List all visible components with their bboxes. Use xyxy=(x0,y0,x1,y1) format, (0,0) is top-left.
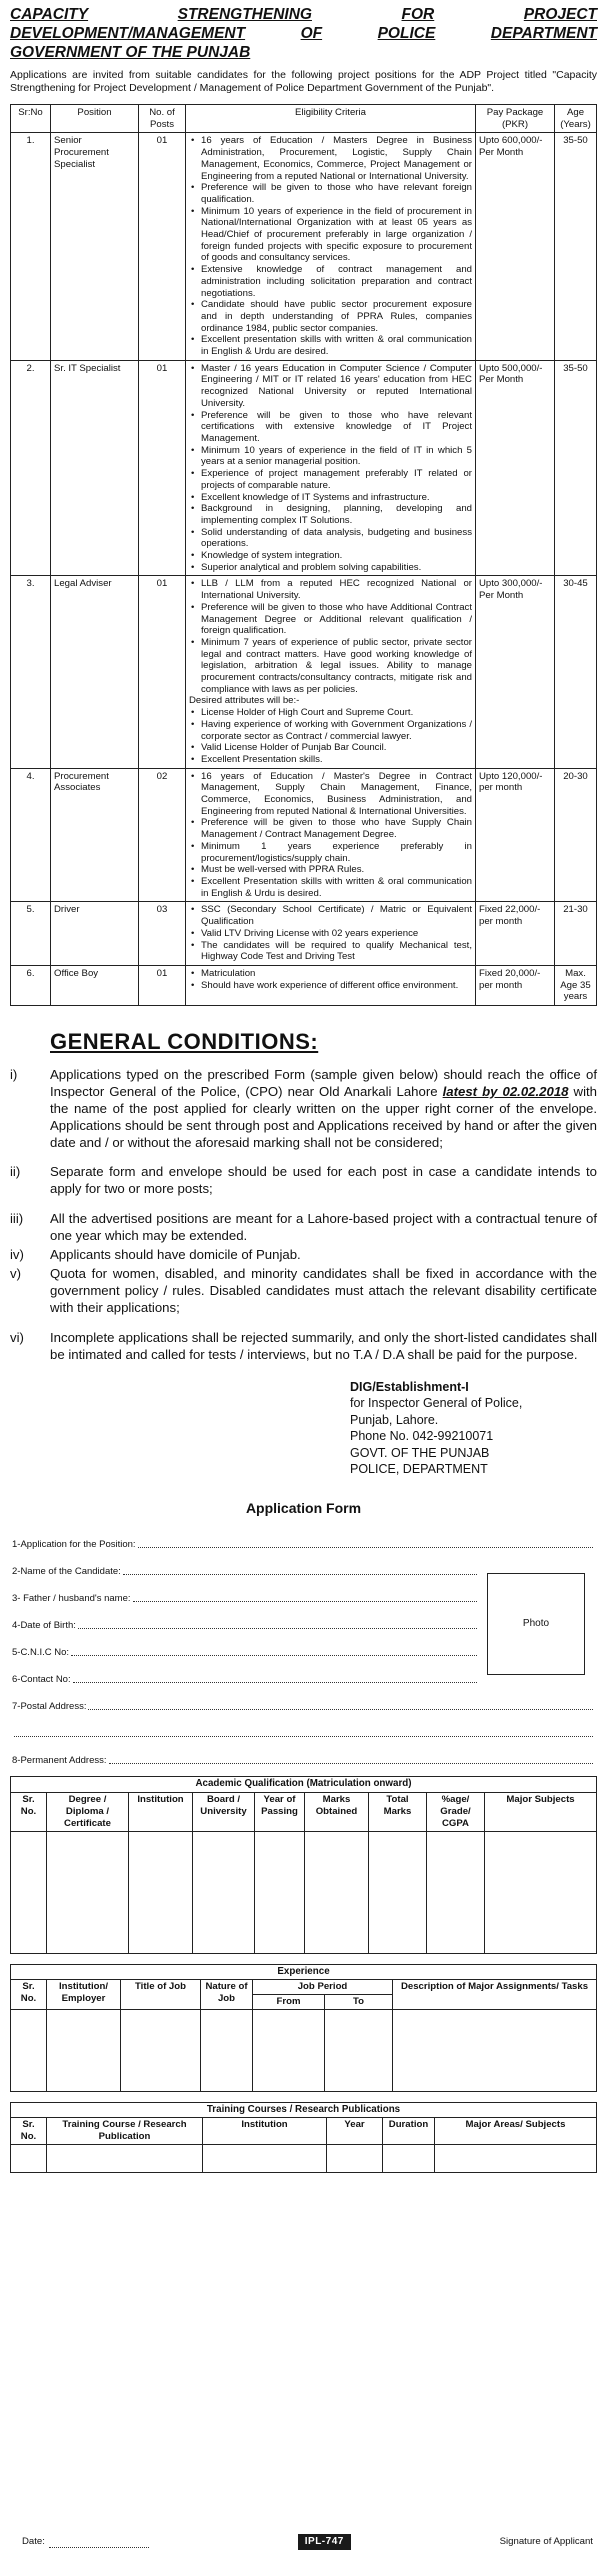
period-to: To xyxy=(325,1994,393,2009)
position-title: Senior Procurement Specialist xyxy=(51,133,139,360)
fill-line[interactable] xyxy=(71,1655,477,1656)
academic-blank-row[interactable] xyxy=(11,1831,597,1953)
condition-item xyxy=(10,1329,597,1363)
position-row xyxy=(11,902,597,966)
experience-header-row xyxy=(11,1979,597,1994)
fill-line[interactable] xyxy=(78,1628,477,1629)
field-postal-address-cont[interactable] xyxy=(10,1712,597,1739)
field-cnic[interactable]: 5-C.N.I.C No: xyxy=(10,1631,597,1658)
title-word: POLICE xyxy=(377,24,436,42)
experience-table xyxy=(10,1979,597,2092)
criteria-item: • 16 years of Education / Masters Degree in Business Administration, Procurement, Logistic, Supply Chain Management, Economics, Commerce, Project Management or Engineering from a reputed National or International University. xyxy=(189,135,472,182)
condition-number: iv) xyxy=(10,1246,24,1262)
position-row xyxy=(11,965,597,1005)
criteria-item: • Minimum 10 years of experience in the field of procurement in National/International Organization with at least 05 years as Head/Chief of procurement preferably in large organization / foreign funded projects with specific exposure to procurement of goods and consultancy services. xyxy=(189,206,472,265)
deadline-date: latest by 02.02.2018 xyxy=(442,1083,569,1099)
field-permanent-address[interactable]: 8-Permanent Address: xyxy=(10,1739,597,1766)
training-caption: Training Courses / Research Publications xyxy=(10,2102,597,2117)
condition-item xyxy=(10,1265,597,1316)
academic-col: Year of Passing xyxy=(255,1792,305,1831)
issuer-signature-block xyxy=(350,1379,597,1478)
position-posts: 01 xyxy=(139,576,186,768)
experience-col: Description of Major Assignments/ Tasks xyxy=(393,1979,597,2009)
academic-table xyxy=(10,1792,597,1954)
criteria-item: • Should have work experience of different office environment. xyxy=(189,980,472,992)
fill-line[interactable] xyxy=(73,1682,477,1683)
criteria-item: • Preference will be given to those who have Additional Contract Management Degree or Additional relevant qualification / foreign qualification. xyxy=(189,602,472,637)
fill-line[interactable] xyxy=(133,1601,477,1602)
position-sr: 5. xyxy=(11,902,51,966)
ad-title xyxy=(10,6,597,63)
issuer-line: GOVT. OF THE PUNJAB xyxy=(350,1445,490,1460)
position-title: Sr. IT Specialist xyxy=(51,360,139,576)
position-age: 30-45 xyxy=(555,576,597,768)
col-pay: Pay Package (PKR) xyxy=(476,105,555,133)
criteria-item: • Valid License Holder of Punjab Bar Council. xyxy=(189,742,472,754)
issuer-line: POLICE, DEPARTMENT xyxy=(350,1462,488,1477)
field-postal-address[interactable]: 7-Postal Address: xyxy=(10,1685,597,1712)
col-criteria: Eligibility Criteria xyxy=(186,105,476,133)
fill-line[interactable] xyxy=(49,2547,149,2548)
ipl-stamp: IPL-747 xyxy=(298,2534,351,2551)
col-position: Position xyxy=(51,105,139,133)
fill-line[interactable] xyxy=(138,1547,593,1548)
application-form-fields xyxy=(10,1523,597,1766)
issuer-phone: Phone No. 042-99210071 xyxy=(350,1429,494,1444)
condition-number: vi) xyxy=(10,1329,24,1345)
col-age: Age (Years) xyxy=(555,105,597,133)
training-col: Year xyxy=(327,2118,383,2145)
position-posts: 01 xyxy=(139,360,186,576)
period-from: From xyxy=(253,1994,325,2009)
position-pay: Fixed 20,000/- per month xyxy=(476,965,555,1005)
academic-col: Total Marks xyxy=(369,1792,427,1831)
position-title: Procurement Associates xyxy=(51,768,139,902)
position-row xyxy=(11,768,597,902)
position-pay: Upto 300,000/- Per Month xyxy=(476,576,555,768)
position-age: 35-50 xyxy=(555,360,597,576)
criteria-item: • Excellent Presentation skills with written & oral communication in English & Urdu is desired. xyxy=(189,876,472,899)
position-title: Legal Adviser xyxy=(51,576,139,768)
date-label: Date: xyxy=(22,2535,45,2547)
training-col: Duration xyxy=(383,2118,435,2145)
condition-text: Applications typed on the prescribed Form (sample given below) should reach the office of Inspector General of the Police, (CPO) near Old Anarkali Lahore latest by 02.02.2018 with the name of the post applied for clearly written on the upper right corner of the envelope. Applications should be sent through post and Applications received by hand or after the given date and / or without the aforesaid marking shall not be considered; xyxy=(50,1066,597,1151)
academic-caption: Academic Qualification (Matriculation onward) xyxy=(10,1776,597,1791)
condition-item xyxy=(10,1163,597,1197)
position-age: 20-30 xyxy=(555,768,597,902)
academic-header-row xyxy=(11,1792,597,1831)
training-col: Institution xyxy=(203,2118,327,2145)
issuer-line: for Inspector General of Police, xyxy=(350,1396,523,1411)
condition-number: iii) xyxy=(10,1210,24,1226)
position-age: Max. Age 35 years xyxy=(555,965,597,1005)
issuer-line: Punjab, Lahore. xyxy=(350,1412,439,1427)
fill-line[interactable] xyxy=(14,1736,593,1737)
criteria-item: • Solid understanding of data analysis, budgeting and business operations. xyxy=(189,527,472,550)
position-sr: 3. xyxy=(11,576,51,768)
fill-line[interactable] xyxy=(123,1574,477,1575)
criteria-item: • Experience of project management preferably IT related or projects of comparable nature. xyxy=(189,468,472,491)
general-conditions-list xyxy=(10,1066,597,1363)
condition-item xyxy=(10,1246,597,1263)
position-criteria xyxy=(186,133,476,360)
training-col: Training Course / Research Publication xyxy=(47,2118,203,2145)
position-pay: Fixed 22,000/- per month xyxy=(476,902,555,966)
position-posts: 02 xyxy=(139,768,186,902)
criteria-item: • SSC (Secondary School Certificate) / Matric or Equivalent Qualification xyxy=(189,904,472,927)
field-dob[interactable]: 4-Date of Birth: xyxy=(10,1604,597,1631)
criteria-item: • Minimum 7 years of experience of public sector, private sector legal and contract matters. Have good working knowledge of legislation, arbitration & legal issues. Ability to manage procurement contracts/consultancy contracts, mitigate risk and compliance with laws as per policies. xyxy=(189,637,472,696)
general-conditions-heading: GENERAL CONDITIONS: xyxy=(50,1029,319,1055)
criteria-item: • Minimum 10 years of experience in the field of IT in which 5 years at a senior managerial position. xyxy=(189,445,472,468)
field-position[interactable]: 1-Application for the Position: xyxy=(10,1523,597,1550)
condition-number: ii) xyxy=(10,1164,21,1180)
position-sr: 2. xyxy=(11,360,51,576)
condition-text: Separate form and envelope should be used for each post in case a candidate intends to apply for two or more posts; xyxy=(50,1164,597,1197)
criteria-item: • License Holder of High Court and Supreme Court. xyxy=(189,707,472,719)
academic-col: Major Subjects xyxy=(485,1792,597,1831)
position-pay: Upto 500,000/- Per Month xyxy=(476,360,555,576)
col-sr: Sr:No xyxy=(11,105,51,133)
fill-line[interactable] xyxy=(109,1763,593,1764)
position-row xyxy=(11,133,597,360)
criteria-item: • Candidate should have public sector procurement exposure and in depth understanding of PPRA Rules, companies ordinance 1984, public sector companies. xyxy=(189,299,472,334)
experience-col: Job Period xyxy=(253,1979,393,1994)
title-word: PROJECT xyxy=(523,6,597,23)
title-word: STRENGTHENING xyxy=(177,6,312,23)
criteria-item: • Excellent knowledge of IT Systems and infrastructure. xyxy=(189,492,472,504)
criteria-item: • 16 years of Education / Master's Degree in Contract Management, Supply Chain Management, Finance, Commerce, Economics, Business Administration, and Engineering from reputed National & International Universities. xyxy=(189,771,472,818)
condition-item xyxy=(10,1210,597,1244)
position-row xyxy=(11,576,597,768)
field-father-name[interactable]: 3- Father / husband's name: xyxy=(10,1577,597,1604)
condition-number: i) xyxy=(10,1066,18,1082)
condition-text: Applicants should have domicile of Punjab. xyxy=(50,1246,301,1262)
academic-col: Institution xyxy=(129,1792,193,1831)
position-row xyxy=(11,360,597,576)
issuer-designation: DIG/Establishment-I xyxy=(350,1379,469,1394)
criteria-item: • Excellent presentation skills with written & oral communication in English & Urdu are desired. xyxy=(189,334,472,357)
criteria-item: • Minimum 1 years experience preferably in procurement/logistics/supply chain. xyxy=(189,841,472,864)
experience-caption: Experience xyxy=(10,1964,597,1979)
title-line-1 xyxy=(10,6,597,25)
condition-item xyxy=(10,1066,597,1152)
applicant-signature-label: Signature of Applicant xyxy=(499,2535,593,2547)
training-blank-row[interactable] xyxy=(11,2144,597,2172)
criteria-item: • Knowledge of system integration. xyxy=(189,550,472,562)
position-criteria xyxy=(186,902,476,966)
criteria-item: • Valid LTV Driving License with 02 years experience xyxy=(189,928,472,940)
condition-number: v) xyxy=(10,1266,21,1282)
academic-section xyxy=(10,1776,597,1953)
position-sr: 6. xyxy=(11,965,51,1005)
position-age: 21-30 xyxy=(555,902,597,966)
title-word: DEPARTMENT xyxy=(490,24,597,42)
experience-col: Title of Job xyxy=(121,1979,201,2009)
criteria-item: • Master / 16 years Education in Computer Science / Computer Engineering / MIT or IT related 16 years' education from HEC recognized National University or reputed International University. xyxy=(189,363,472,410)
training-col: Major Areas/ Subjects xyxy=(435,2118,597,2145)
criteria-item: • Matriculation xyxy=(189,968,472,980)
experience-col: Nature of Job xyxy=(201,1979,253,2009)
title-word: DEVELOPMENT/MANAGEMENT xyxy=(10,24,246,42)
experience-section xyxy=(10,1964,597,2092)
training-section xyxy=(10,2102,597,2173)
position-posts: 01 xyxy=(139,133,186,360)
form-footer xyxy=(0,2534,609,2551)
position-criteria xyxy=(186,768,476,902)
criteria-item: • LLB / LLM from a reputed HEC recognized National or International University. xyxy=(189,578,472,601)
title-line-2 xyxy=(10,25,597,44)
criteria-item: • Extensive knowledge of contract management and administration including solicitation preparation and contract negotiations. xyxy=(189,264,472,299)
application-form-title: Application Form xyxy=(245,1499,362,1516)
photo-box: Photo xyxy=(487,1573,585,1675)
position-posts: 03 xyxy=(139,902,186,966)
title-line-3: GOVERNMENT OF THE PUNJAB xyxy=(10,43,251,61)
title-word: CAPACITY xyxy=(10,6,89,23)
position-sr: 1. xyxy=(11,133,51,360)
fill-line[interactable] xyxy=(88,1709,593,1710)
intro-paragraph: Applications are invited from suitable candidates for the following project positions for the ADP Project titled "Capacity Strengthening for Project Development / Management of Police Department Government of the Punjab". xyxy=(10,68,597,95)
col-posts: No. of Posts xyxy=(139,105,186,133)
positions-header-row xyxy=(11,105,597,133)
training-header-row xyxy=(11,2118,597,2145)
criteria-item: • Preference will be given to those who have Supply Chain Management / Contract Management Degree. xyxy=(189,817,472,840)
field-contact[interactable]: 6-Contact No: xyxy=(10,1658,597,1685)
position-criteria xyxy=(186,576,476,768)
position-criteria xyxy=(186,965,476,1005)
position-posts: 01 xyxy=(139,965,186,1005)
title-word: OF xyxy=(300,24,323,42)
criteria-item: • Preference will be given to those who have relevant foreign qualification. xyxy=(189,182,472,205)
position-title: Driver xyxy=(51,902,139,966)
training-table xyxy=(10,2117,597,2173)
criteria-item: • Background in designing, planning, developing and implementing complex IT Solutions. xyxy=(189,503,472,526)
position-title: Office Boy xyxy=(51,965,139,1005)
criteria-item: • Preference will be given to those who have relevant certifications with extensive knowledge of IT Project Management. xyxy=(189,410,472,445)
academic-col: %age/ Grade/ CGPA xyxy=(427,1792,485,1831)
condition-text: Quota for women, disabled, and minority candidates shall be fixed in accordance with the government policy / rules. Disabled candidates must attach the relevant disability certificate with their applications; xyxy=(50,1266,597,1316)
training-col: Sr. No. xyxy=(11,2118,47,2145)
academic-col: Board / University xyxy=(193,1792,255,1831)
position-pay: Upto 120,000/- per month xyxy=(476,768,555,902)
experience-blank-row[interactable] xyxy=(11,2009,597,2091)
position-criteria xyxy=(186,360,476,576)
position-pay: Upto 600,000/- Per Month xyxy=(476,133,555,360)
criteria-item: • Having experience of working with Government Organizations / corporate sector as Contract / commercial lawyer. xyxy=(189,719,472,742)
academic-col: Sr. No. xyxy=(11,1792,47,1831)
criteria-item: Desired attributes will be:- xyxy=(189,695,300,707)
field-name[interactable]: 2-Name of the Candidate: xyxy=(10,1550,597,1577)
experience-col: Sr. No. xyxy=(11,1979,47,2009)
academic-col: Degree / Diploma / Certificate xyxy=(47,1792,129,1831)
position-age: 35-50 xyxy=(555,133,597,360)
condition-text: Incomplete applications shall be rejected summarily, and only the short-listed candidates shall be intimated and called for tests / interviews, but no T.A / D.A shall be paid for the purpose. xyxy=(50,1329,597,1362)
criteria-item: • Superior analytical and problem solving capabilities. xyxy=(189,562,472,574)
academic-col: Marks Obtained xyxy=(305,1792,369,1831)
criteria-item: • Must be well-versed with PPRA Rules. xyxy=(189,864,472,876)
experience-col: Institution/ Employer xyxy=(47,1979,121,2009)
date-field[interactable] xyxy=(22,2536,149,2548)
positions-table xyxy=(10,104,597,1006)
title-word: FOR xyxy=(401,6,435,23)
criteria-item: • The candidates will be required to qualify Mechanical test, Highway Code Test and Driving Test xyxy=(189,940,472,963)
criteria-item: • Excellent Presentation skills. xyxy=(189,754,472,766)
condition-text: All the advertised positions are meant for a Lahore-based project with a contractual tenure of one year which may be extended. xyxy=(50,1210,597,1243)
position-sr: 4. xyxy=(11,768,51,902)
